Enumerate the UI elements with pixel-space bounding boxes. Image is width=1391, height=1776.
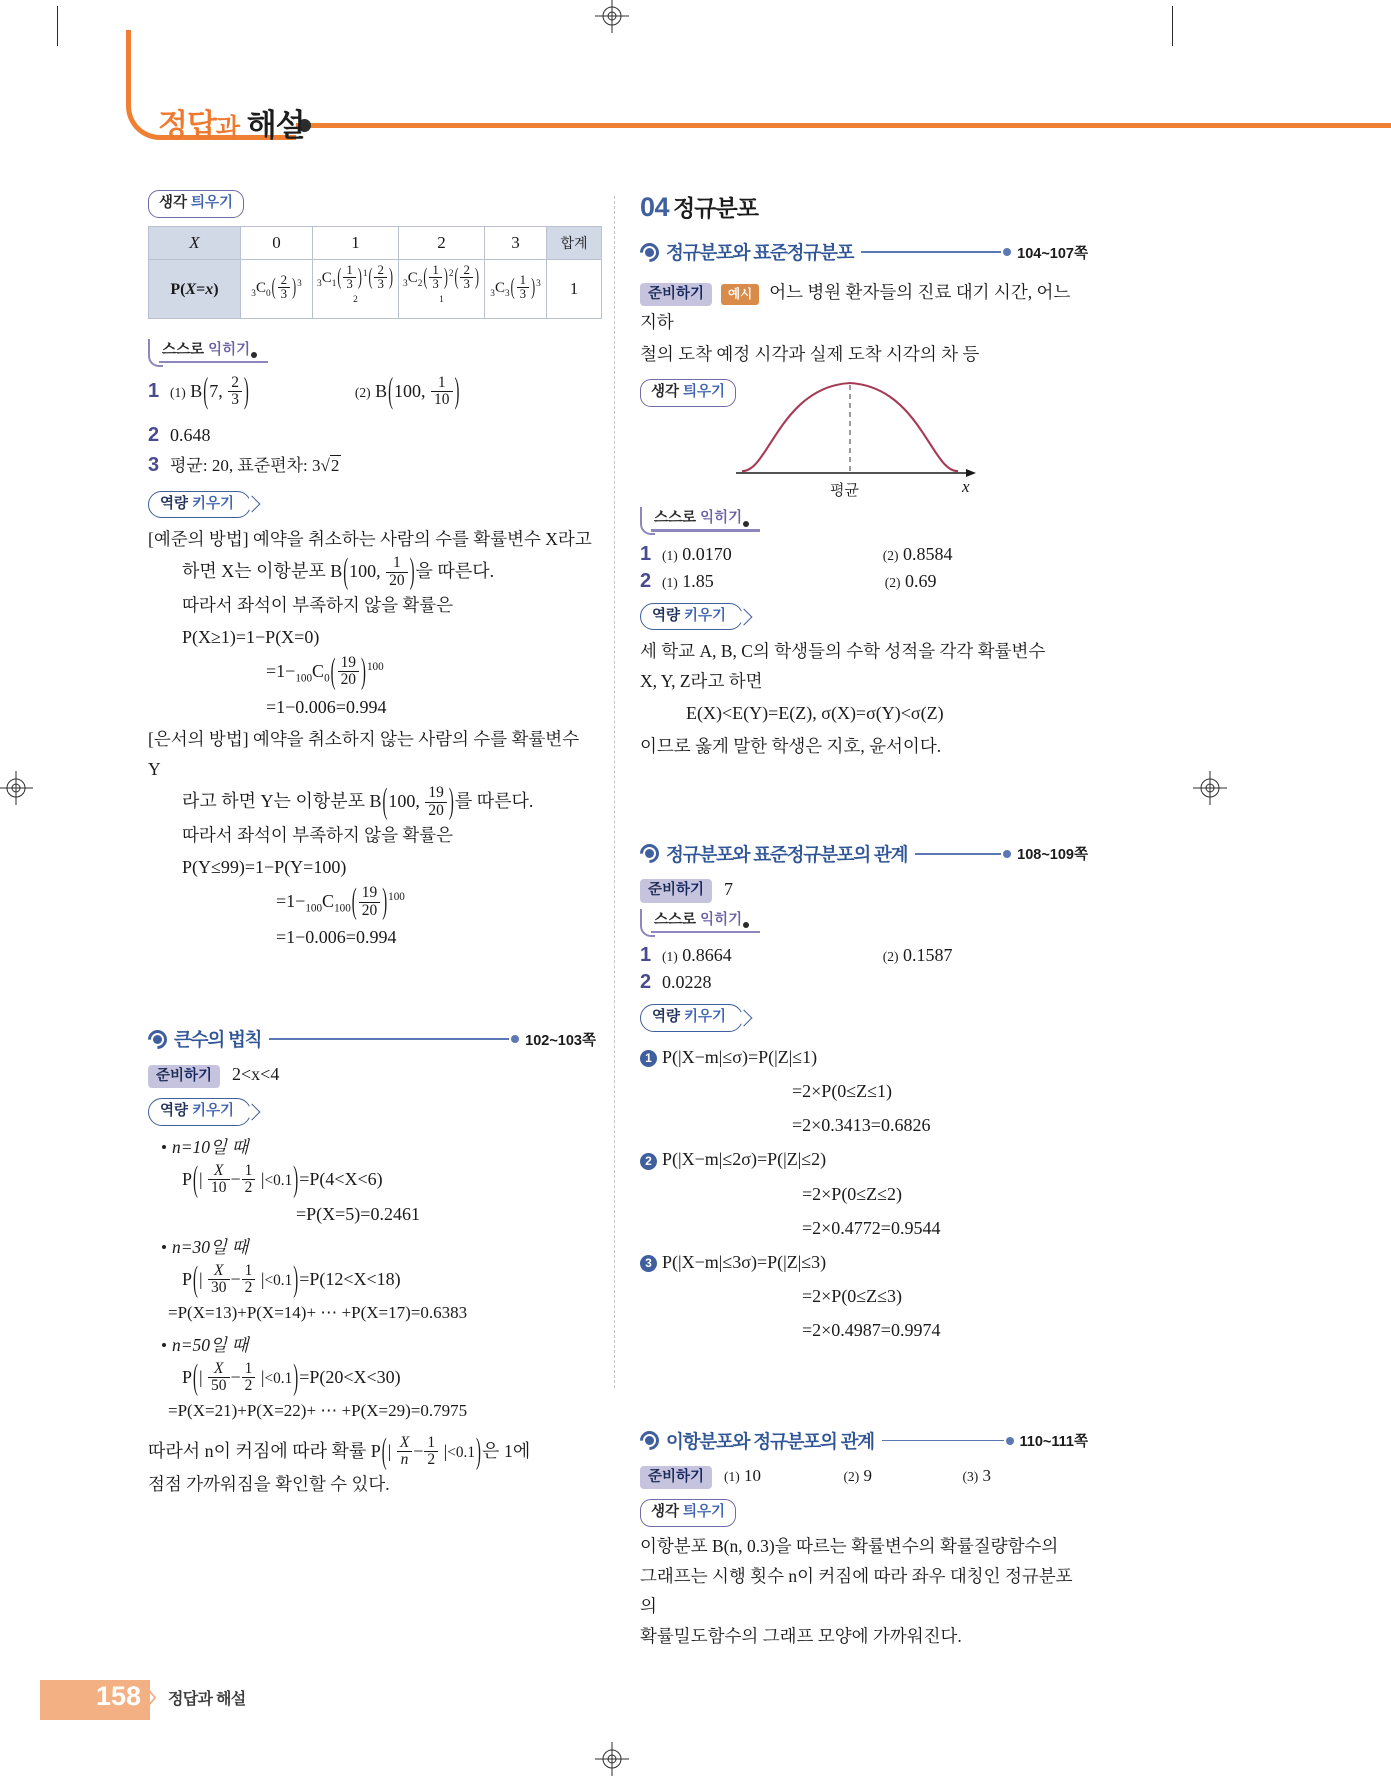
answer-number: 2 [148, 423, 160, 446]
answer-value-1-2: B(100, $\frac{1}{10}$ ) [375, 373, 460, 412]
prep-value-1: 10 [744, 1465, 762, 1485]
badge-prepare-s2 [640, 879, 712, 903]
badge-example-s1: 예시 [721, 284, 759, 306]
badge-power-label-a: 역량 [160, 1103, 189, 1120]
lln-case3-eq1: P(| $\frac{X}{50}$ − $\frac{1}{2}$ |<0.1)=P(20<X<30) [182, 1359, 401, 1398]
badge-self-label-b: 익히기 [700, 510, 743, 527]
lln-case3-eq2: =P(X=21)+P(X=22)+ ⋯ +P(X=29)=0.7975 [168, 1401, 468, 1421]
solution-eq-yejun-2: $=1-_{100}C_0$( $\frac{19}{20}$ )$^{100}$ [266, 653, 384, 693]
badge-self-dot-icon [743, 521, 749, 527]
badge-think-1 [148, 190, 244, 218]
answer-value: 0.69 [905, 570, 937, 591]
table-row [149, 259, 602, 318]
badge-self-study-s2 [640, 911, 749, 935]
badge-competency-1 [148, 491, 251, 519]
prep-value-s2: 7 [724, 878, 734, 899]
section-title: 큰수의 법칙 [174, 1029, 262, 1051]
answer-row-3 [148, 451, 596, 477]
s3-think-line1: 이항분포 B(n, 0.3)을 따르는 확률변수의 확률질량함수의 [640, 1535, 1059, 1556]
chapter-heading [640, 190, 1088, 223]
lln-conclusion-line2: 점점 가까워짐을 확인할 수 있다. [148, 1474, 390, 1495]
badge-self-dot-icon [743, 922, 749, 928]
lln-case1-eq2: =P(X=5)=0.2461 [296, 1204, 420, 1225]
page-number: 158 [96, 1681, 142, 1711]
s2-eq-group-2-line1: 2 P(|X−m|≤2σ)=P(|Z|≤2) [640, 1142, 1088, 1176]
badge-power-label-b: 키우기 [192, 1103, 235, 1120]
badge-prep-label-b: 하기 [676, 1468, 705, 1485]
answer-row-1 [148, 373, 596, 412]
answer-value: 0.8664 [682, 945, 732, 966]
badge-prepare-s3 [640, 1466, 712, 1490]
badge-prep-label-a: 준비 [648, 285, 677, 302]
badge-self-study-s1 [640, 509, 749, 533]
section-head-std-normal-relation [640, 841, 1088, 867]
lln-case2-eq2: =P(X=13)+P(X=14)+ ⋯ +P(X=17)=0.6383 [168, 1303, 468, 1323]
step-badge-3: 3 [640, 1255, 657, 1272]
left-column [148, 190, 596, 1499]
section-head-normal-distribution [640, 239, 1088, 265]
badge-power-label-a: 역량 [652, 607, 681, 624]
answer-sub-index: (1) [662, 574, 678, 590]
badge-prep-label-a: 준비 [648, 1468, 677, 1485]
badge-self-label-b: 익히기 [700, 911, 743, 928]
badge-prepare-s1 [640, 283, 712, 307]
s2-answer-row-2 [640, 971, 1088, 994]
footer-chevron-icon: 〉 [145, 1685, 168, 1711]
page-title-part1: 정답 [158, 108, 216, 143]
section-title: 이항분포와 정규분포의 관계 [666, 1430, 874, 1452]
s2-eq-group-2-line3: =2×0.4772=0.9544 [802, 1217, 941, 1238]
badge-think-label-a: 생각 [651, 1504, 680, 1521]
s1-power-line1: 세 학교 A, B, C의 학생들의 수학 성적을 각각 확률변수 [640, 641, 1046, 662]
answer-number: 3 [148, 453, 160, 476]
page-title [158, 100, 305, 145]
section-end-dot-icon [1006, 1437, 1014, 1445]
answer-value: 0.8584 [903, 543, 953, 564]
s2-eq-group-3-line2: =2×P(0≤Z≤3) [802, 1286, 903, 1307]
section-rule [915, 853, 1001, 855]
section-rule [861, 251, 1001, 253]
solution-eq-yejun-3: =1−0.006=0.994 [266, 696, 387, 717]
badge-prep-label-a: 준비 [648, 882, 677, 899]
badge-power-label-b: 키우기 [684, 1009, 727, 1026]
figure-axis-label: x [962, 477, 970, 497]
solution-eq-yejun-1: P(X≥1)=1−P(X=0) [182, 626, 320, 647]
badge-think-label-a: 생각 [159, 195, 188, 211]
answer-sub-index: (2) [354, 384, 371, 400]
section-pages: 104~107쪽 [1017, 245, 1088, 262]
page-title-part2: 과 [215, 114, 240, 142]
badge-think-s1 [640, 379, 736, 407]
page-header [0, 0, 1391, 180]
s1-answer-row-2 [640, 570, 1088, 593]
answer-sub-index: (1) [662, 949, 678, 965]
answer-value-1-1: B(7, $\frac{2}{3}$ ) [190, 373, 249, 412]
answer-number: 1 [640, 944, 652, 967]
figure-normal-curve-wrap [640, 373, 1088, 500]
section-rule [882, 1440, 1004, 1442]
badge-self-label-a: 스스로 [654, 911, 697, 928]
badge-think-label-b: 틔우기 [683, 1504, 726, 1521]
section-bullet-icon [144, 1026, 171, 1053]
section-end-dot-icon [1003, 248, 1011, 256]
s2-eq-group-1-line1: 1 P(|X−m|≤σ)=P(|Z|≤1) [640, 1040, 1088, 1074]
s2-eq-group-3-line1: 3 P(|X−m|≤3σ)=P(|Z|≤3) [640, 1245, 1088, 1279]
section-pages: 110~111쪽 [1019, 1434, 1088, 1451]
table-cell-x3: 3 [511, 232, 520, 252]
prep-sub-index-2: (2) [843, 1468, 860, 1484]
answer-value-3: 평균: 20, 표준편차: 3√2 [170, 455, 340, 475]
solution-eq-eunseo-3: =1−0.006=0.994 [276, 926, 397, 947]
lln-case2-eq1: P(| $\frac{X}{30}$ − $\frac{1}{2}$ |<0.1)=P(12<X<18) [182, 1261, 401, 1300]
table-cell-p1: $_3C_1$( $\frac{1}{3}$ )$^1$( $\frac{2}{3}$ )$^2$ [313, 259, 399, 318]
badge-prep-label-b: 하기 [676, 285, 705, 302]
registration-mark-left [0, 771, 33, 805]
s2-eq-group-1-line2: =2×P(0≤Z≤1) [792, 1081, 893, 1102]
bullet-icon [162, 1145, 166, 1149]
badge-self-study-1 [148, 341, 257, 365]
table-cell-x1: 1 [351, 232, 360, 252]
badge-competency-s1 [640, 603, 743, 631]
table-cell-total: 1 [547, 259, 602, 318]
bullet-icon [162, 1343, 166, 1347]
page-title-part3: 해설 [246, 108, 305, 143]
badge-think-label-b: 틔우기 [683, 384, 726, 401]
solution-eq-eunseo-1: P(Y≤99)=1−P(Y=100) [182, 856, 347, 877]
table-cell-total-header: 합계 [560, 236, 588, 252]
badge-prep-label-b: 하기 [184, 1067, 213, 1084]
figure-mean-label: 평균 [830, 483, 859, 500]
answer-number: 2 [640, 971, 652, 994]
right-column [640, 190, 1088, 1651]
step-badge-1: 1 [640, 1050, 657, 1067]
answer-sub-index: (2) [882, 547, 899, 563]
section-end-dot-icon [511, 1035, 519, 1043]
section-end-dot-icon [1003, 850, 1011, 858]
lln-case1-eq1: P(| $\frac{X}{10}$ − $\frac{1}{2}$ |<0.1)=P(4<X<6) [182, 1161, 383, 1200]
prep-value-lln: 2<x<4 [232, 1064, 280, 1085]
lln-case3-label: n=50일 때 [148, 1330, 596, 1360]
s3-think-line2: 그래프는 시행 횟수 n이 커짐에 따라 좌우 대칭인 정규분포의 [640, 1565, 1073, 1616]
s1-power-line3: E(X)<E(Y)=E(Z), σ(X)=σ(Y)<σ(Z) [686, 703, 944, 724]
table-cell-p2: $_3C_2$( $\frac{1}{3}$ )$^2$( $\frac{2}{3}$ )$^1$ [399, 259, 485, 318]
section-bullet-icon [636, 239, 663, 266]
section-title: 정규분포와 표준정규분포의 관계 [666, 843, 908, 865]
badge-prepare-lln [148, 1065, 220, 1089]
badge-self-label-b: 익히기 [208, 341, 251, 358]
badge-power-label-b: 키우기 [192, 495, 235, 512]
s2-answer-row-1 [640, 944, 1088, 967]
badge-think-label-b: 틔우기 [191, 195, 234, 211]
badge-power-label-b: 키우기 [684, 607, 727, 624]
answer-sub-index: (1) [662, 547, 678, 563]
column-divider [614, 196, 615, 1388]
s2-eq-group-3-line3: =2×0.4987=0.9974 [802, 1320, 941, 1341]
section-head-binomial-normal-relation [640, 1428, 1088, 1454]
solution-text-yejun-line2: 하면 X는 이항분포 B(100, $\frac{1}{20}$ )을 따른다. [182, 553, 495, 593]
table-header-prob: P(X=x) [170, 280, 219, 298]
bullet-icon [162, 1245, 166, 1249]
answer-sub-index: (1) [170, 384, 186, 400]
table-header-x: X [189, 232, 200, 252]
solution-text-eunseo-line3: 따라서 좌석이 부족하지 않을 확률은 [182, 824, 454, 845]
lln-case1-label: n=10일 때 [148, 1132, 596, 1162]
footer-label: 정답과 해설 [168, 1691, 246, 1708]
registration-mark-right [1193, 771, 1227, 805]
section-head-law-large-numbers [148, 1026, 596, 1052]
section-bullet-icon [636, 1427, 663, 1454]
s2-eq-group-1-line3: =2×0.3413=0.6826 [792, 1115, 931, 1136]
prep-sub-index-1: (1) [724, 1468, 740, 1484]
section-bullet-icon [636, 840, 663, 867]
badge-think-s3 [640, 1499, 736, 1527]
section-pages: 108~109쪽 [1017, 847, 1088, 864]
badge-self-label-a: 스스로 [162, 341, 205, 358]
table-cell-p0: $_3C_0$( $\frac{2}{3}$ )$^3$ [241, 259, 313, 318]
registration-mark-bottom [595, 1742, 629, 1776]
answer-value: 0.1587 [903, 945, 953, 966]
lln-case2-label: n=30일 때 [148, 1232, 596, 1262]
badge-power-label-a: 역량 [160, 495, 189, 512]
badge-self-dot-icon [251, 352, 257, 358]
answer-value-2: 0.648 [170, 424, 211, 445]
header-rule [296, 123, 1391, 128]
s3-think-line3: 확률밀도함수의 그래프 모양에 가까워진다. [640, 1625, 962, 1646]
chapter-number: 04 [640, 192, 670, 222]
normal-distribution-curve [728, 369, 988, 487]
section-pages: 102~103쪽 [525, 1032, 596, 1049]
answer-sub-index: (2) [882, 949, 899, 965]
prep-text-s1-line2: 철의 도착 예정 시각과 실제 도착 시각의 차 등 [640, 344, 980, 365]
solution-text-yejun-line1: [예준의 방법] 예약을 취소하는 사람의 수를 확률변수 X라고 [148, 529, 592, 550]
solution-text-eunseo-line2: 라고 하면 Y는 이항분포 B(100, $\frac{19}{20}$ )를 따른다. [182, 784, 534, 823]
solution-text-eunseo-line1: [은서의 방법] 예약을 취소하지 않는 사람의 수를 확률변수 Y [148, 729, 580, 780]
table-cell-x0: 0 [272, 232, 281, 252]
prep-sub-index-3: (3) [962, 1468, 979, 1484]
s2-eq-group-2-line2: =2×P(0≤Z≤2) [802, 1183, 903, 1204]
section-rule [269, 1038, 509, 1040]
section-title: 정규분포와 표준정규분포 [666, 242, 854, 263]
solution-eq-eunseo-2: $=1-_{100}C_{100}$( $\frac{19}{20}$ )$^{100}$ [276, 883, 405, 923]
table-row [149, 226, 602, 259]
prep-value-2: 9 [863, 1465, 873, 1485]
distribution-table [148, 226, 602, 319]
answer-value: 1.85 [682, 570, 714, 591]
solution-text-yejun-line3: 따라서 좌석이 부족하지 않을 확률은 [182, 594, 454, 615]
table-cell-p3: $_3C_3$( $\frac{1}{3}$ )$^3$ [485, 259, 547, 318]
answer-number: 2 [640, 569, 652, 592]
badge-competency-s2 [640, 1004, 743, 1032]
step-badge-2: 2 [640, 1153, 657, 1170]
badge-think-label-a: 생각 [651, 384, 680, 401]
badge-competency-lln [148, 1098, 251, 1126]
answer-value: 0.0170 [682, 543, 732, 564]
s1-answer-row-1 [640, 543, 1088, 566]
answer-row-2 [148, 424, 596, 447]
badge-power-label-a: 역량 [652, 1009, 681, 1026]
answer-number: 1 [640, 542, 652, 565]
badge-self-label-a: 스스로 [654, 510, 697, 527]
answer-number: 1 [148, 379, 160, 402]
lln-conclusion-line1: 따라서 n이 커짐에 따라 확률 P(| $\frac{X}{n}$ − $\frac{1}{2}$ |<0.1)은 1에 [148, 1433, 531, 1472]
prep-value-3: 3 [982, 1465, 992, 1485]
table-cell-x2: 2 [437, 232, 446, 252]
badge-prep-label-a: 준비 [156, 1067, 185, 1084]
answer-sub-index: (2) [884, 574, 901, 590]
chapter-title: 정규분포 [673, 195, 758, 221]
s1-power-line4: 이므로 옳게 말한 학생은 지호, 윤서이다. [640, 735, 942, 756]
prep-text-s1-line1: 어느 병원 환자들의 진료 대기 시간, 어느 지하 [640, 282, 1071, 333]
badge-prep-label-b: 하기 [676, 882, 705, 899]
answer-value: 0.0228 [662, 972, 712, 993]
s1-power-line2: X, Y, Z라고 하면 [640, 671, 763, 692]
